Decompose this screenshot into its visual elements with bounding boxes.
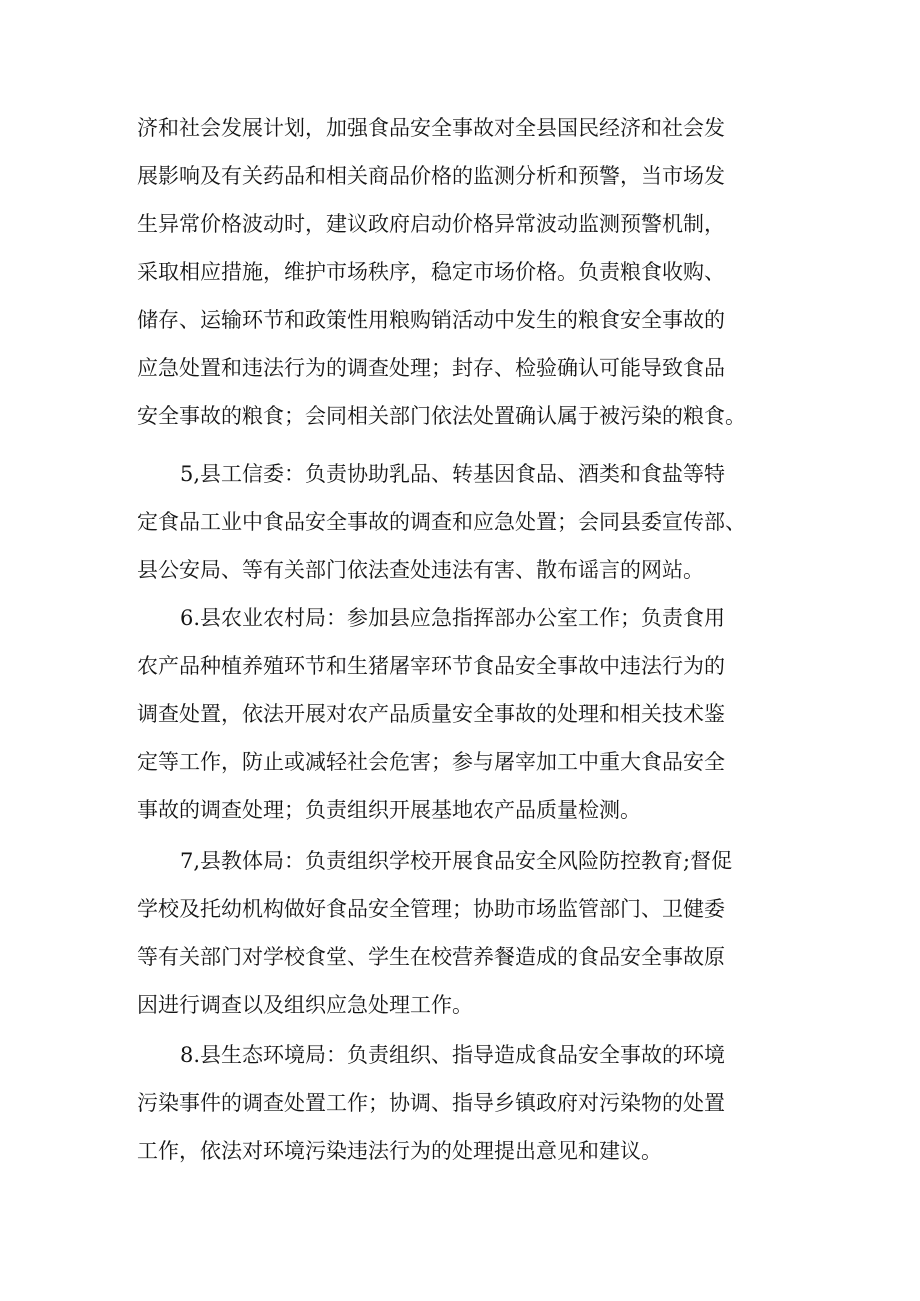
text-line: 农产品种植养殖环节和生猪屠宰环节食品安全事故中违法行为的 bbox=[137, 654, 725, 678]
text-line: 定等工作，防止或减轻社会危害；参与屠宰加工中重大食品安全 bbox=[137, 750, 725, 774]
text-line: 济和社会发展计划，加强食品安全事故对全县国民经济和社会发 bbox=[137, 116, 725, 140]
text-line: 8.县生态环境局：负责组织、指导造成食品安全事故的环境 bbox=[180, 1043, 726, 1067]
text-line: 调查处置，依法开展对农产品质量安全事故的处理和相关技术鉴 bbox=[137, 702, 725, 726]
text-line: 污染事件的调查处置工作；协调、指导乡镇政府对污染物的处置 bbox=[137, 1091, 725, 1115]
text-line: 储存、运输环节和政策性用粮购销活动中发生的粮食安全事故的 bbox=[137, 308, 725, 332]
text-line: 学校及托幼机构做好食品安全管理；协助市场监管部门、卫健委 bbox=[137, 897, 725, 921]
text-line: 工作，依法对环境污染违法行为的处理提出意见和建议。 bbox=[137, 1139, 662, 1163]
text-line: 生异常价格波动时，建议政府启动价格异常波动监测预警机制， bbox=[137, 212, 725, 236]
text-line: 5,县工信委：负责协助乳品、转基因食品、酒类和食盐等特 bbox=[180, 462, 726, 486]
text-line: 展影响及有关药品和相关商品价格的监测分析和预警，当市场发 bbox=[137, 164, 725, 188]
text-line: 应急处置和违法行为的调查处理；封存、检验确认可能导致食品 bbox=[137, 356, 725, 380]
text-line: 定食品工业中食品安全事故的调查和应急处置；会同县委宣传部、 bbox=[137, 510, 746, 534]
text-line: 县公安局、等有关部门依法查处违法有害、散布谣言的网站。 bbox=[137, 558, 704, 582]
text-line: 事故的调查处理；负责组织开展基地农产品质量检测。 bbox=[137, 798, 641, 822]
text-line: 采取相应措施，维护市场秩序，稳定市场价格。负责粮食收购、 bbox=[137, 260, 725, 284]
text-line: 因进行调查以及组织应急处理工作。 bbox=[137, 993, 473, 1017]
text-line: 等有关部门对学校食堂、学生在校营养餐造成的食品安全事故原 bbox=[137, 945, 725, 969]
text-line: 安全事故的粮食；会同相关部门依法处置确认属于被污染的粮食。 bbox=[137, 404, 746, 428]
text-line: 7,县教体局：负责组织学校开展食品安全风险防控教育;督促 bbox=[180, 849, 733, 873]
text-line: 6.县农业农村局：参加县应急指挥部办公室工作；负责食用 bbox=[180, 606, 726, 630]
